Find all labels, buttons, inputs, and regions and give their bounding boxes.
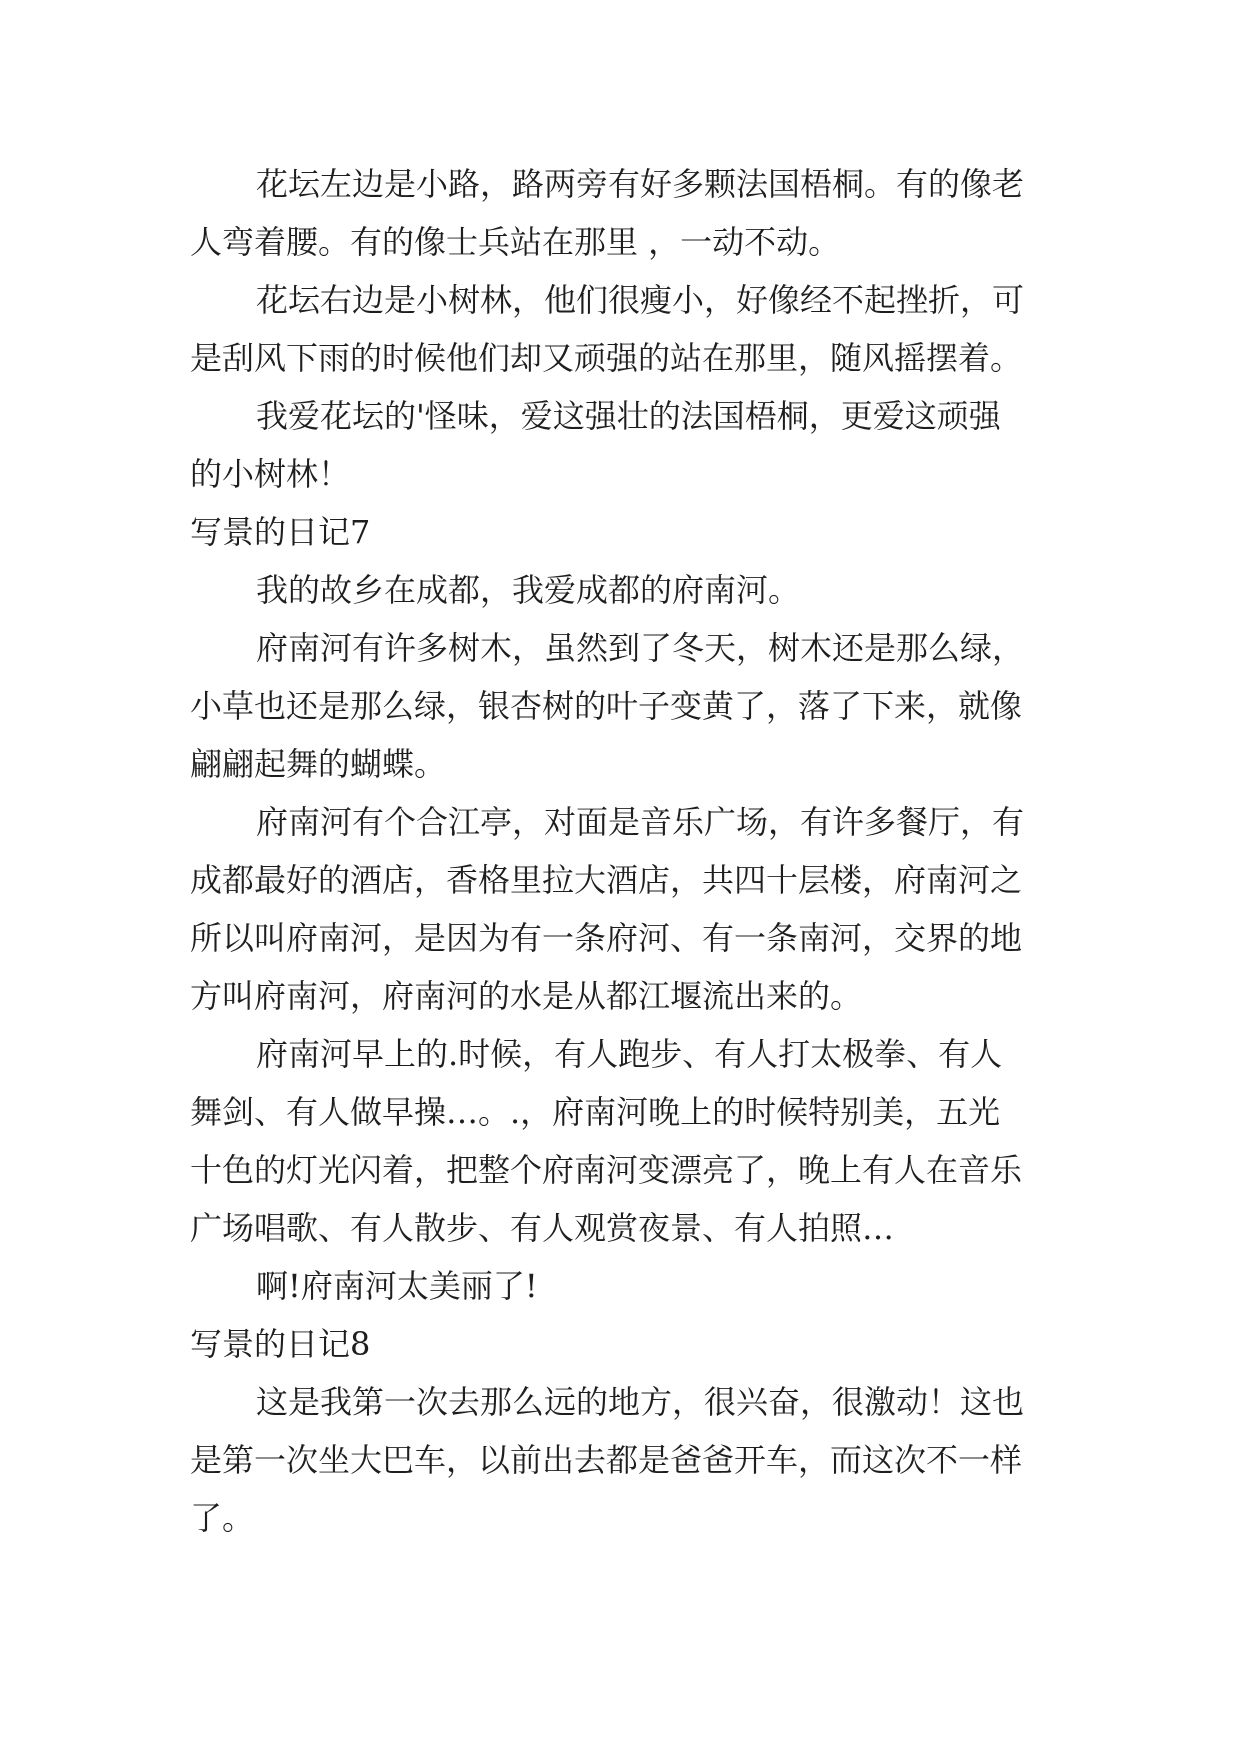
paragraph-line: 府南河有个合江亭，对面是音乐广场，有许多餐厅，有: [256, 803, 1025, 841]
paragraph-line: 花坛左边是小路，路两旁有好多颗法国梧桐。有的像老: [256, 165, 1025, 203]
paragraph-line: 府南河早上的.时候，有人跑步、有人打太极拳、有人: [256, 1035, 1003, 1073]
paragraph-line: 花坛右边是小树林，他们很瘦小，好像经不起挫折，可: [256, 281, 1025, 319]
paragraph-line: 了。: [190, 1499, 255, 1537]
paragraph-line: 人弯着腰。有的像士兵站在那里 ，一动不动。: [190, 223, 841, 261]
paragraph-line: 啊!府南河太美丽了!: [256, 1267, 538, 1305]
paragraph-line: 是刮风下雨的时候他们却又顽强的站在那里，随风摇摆着。: [190, 339, 1023, 377]
paragraph-line: 所以叫府南河，是因为有一条府河、有一条南河，交界的地: [190, 919, 1023, 957]
paragraph-line: 广场唱歌、有人散步、有人观赏夜景、有人拍照…: [190, 1209, 895, 1247]
paragraph-line: 十色的灯光闪着，把整个府南河变漂亮了，晚上有人在音乐: [190, 1151, 1023, 1189]
paragraph-line: 方叫府南河，府南河的水是从都江堰流出来的。: [190, 977, 863, 1015]
paragraph-line: 府南河有许多树木，虽然到了冬天，树木还是那么绿，: [256, 629, 1025, 667]
paragraph-line: 舞剑、有人做早操…。.，府南河晚上的时候特别美，五光: [190, 1093, 1001, 1131]
paragraph-line: 的小树林！: [190, 455, 351, 493]
section-heading: 写景的日记7: [190, 513, 371, 551]
paragraph-line: 这是我第一次去那么远的地方，很兴奋，很激动！这也: [256, 1383, 1025, 1421]
paragraph-line: 翩翩起舞的蝴蝶。: [190, 745, 447, 783]
paragraph-line: 我的故乡在成都，我爱成都的府南河。: [256, 571, 801, 609]
paragraph-line: 我爱花坛的'怪味，爱这强壮的法国梧桐，更爱这顽强: [256, 397, 1001, 435]
paragraph-line: 成都最好的酒店，香格里拉大酒店，共四十层楼，府南河之: [190, 861, 1023, 899]
section-heading: 写景的日记8: [190, 1325, 371, 1363]
paragraph-line: 是第一次坐大巴车，以前出去都是爸爸开车，而这次不一样: [190, 1441, 1023, 1479]
paragraph-line: 小草也还是那么绿，银杏树的叶子变黄了，落了下来，就像: [190, 687, 1023, 725]
